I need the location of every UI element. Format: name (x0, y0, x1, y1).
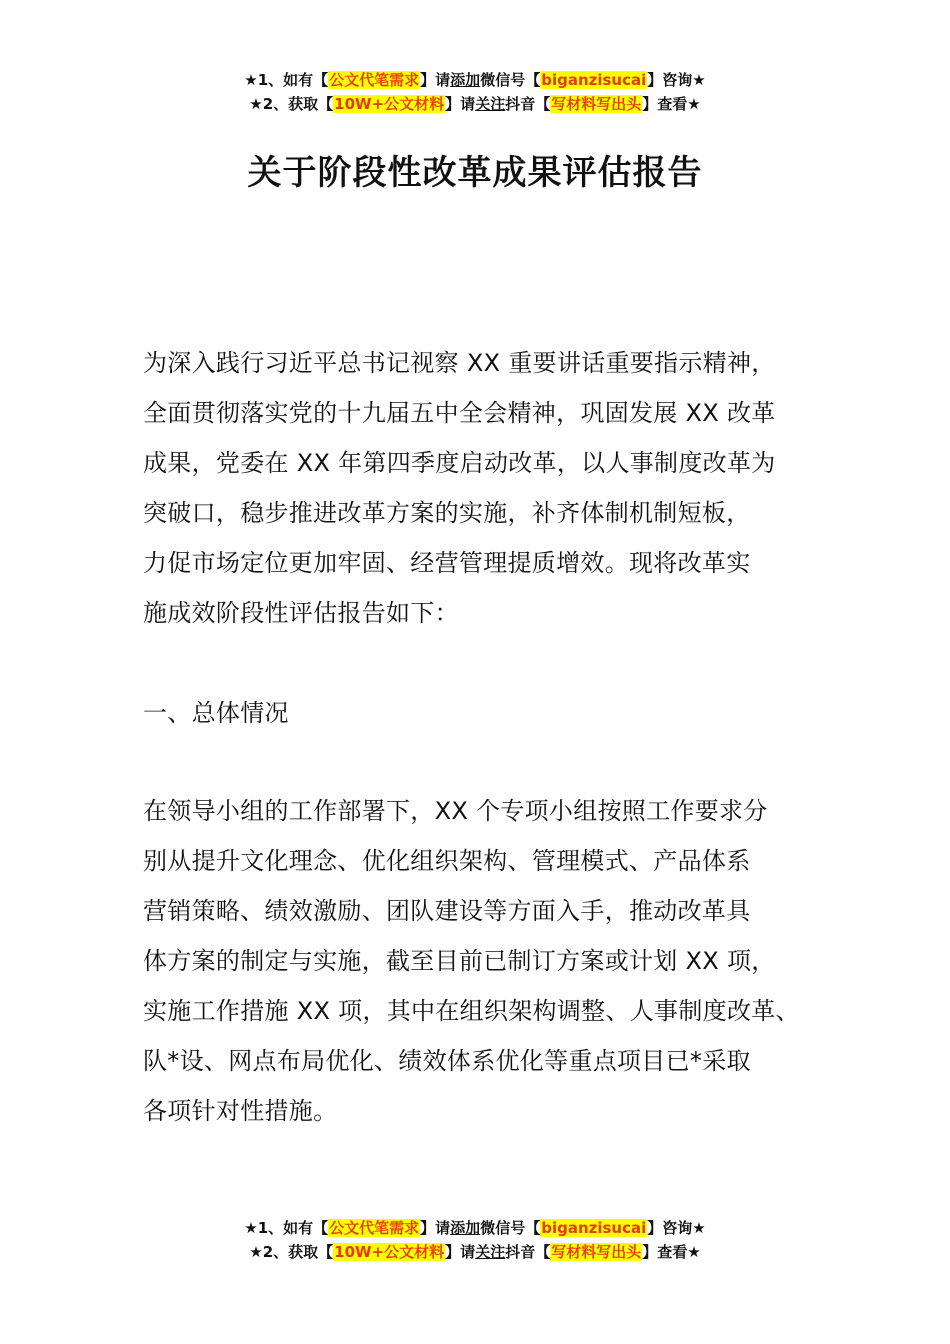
banner-text: 】请 (420, 1219, 451, 1237)
paragraph-line: 体方案的制定与实施，截至目前已制订方案或计划 XX 项， (143, 947, 776, 975)
banner-text: 】咨询 (647, 71, 693, 89)
banner-text: 微信号【 (480, 1219, 541, 1237)
underlined-text: 关注 (475, 1243, 506, 1261)
banner-text: 】查看 (642, 95, 688, 113)
paragraph-line: 为深入践行习近平总书记视察 XX 重要讲话重要指示精神， (143, 349, 776, 377)
paragraph-line: 各项针对性措施。 (143, 1097, 338, 1125)
highlight-materials: 10W+公文材料 (334, 95, 445, 113)
banner-text: 】请 (445, 1243, 476, 1261)
banner-line-1 (0, 1216, 950, 1240)
star-icon: ★ (692, 71, 706, 89)
banner-text: 抖音【 (505, 95, 551, 113)
section-heading: 一、总体情况 (143, 699, 289, 727)
highlight-douyin-account: 写材料写出头 (551, 95, 642, 113)
banner-line-2 (0, 1240, 950, 1264)
banner-text: 1、如有【 (257, 71, 329, 89)
highlight-wechat-id: biganzisucai (541, 1219, 647, 1237)
banner-text: 1、如有【 (257, 1219, 329, 1237)
banner-text: 】请 (420, 71, 451, 89)
highlight-wechat-id: biganzisucai (541, 71, 647, 89)
star-icon: ★ (692, 1219, 706, 1237)
paragraph-line: 营销策略、绩效激励、团队建设等方面入手，推动改革具 (143, 897, 751, 925)
banner-text: 2、获取【 (262, 95, 334, 113)
paragraph-line: 队*设、网点布局优化、绩效体系优化等重点项目已*采取 (143, 1047, 751, 1075)
highlight-service: 公文代笔需求 (329, 1219, 420, 1237)
highlight-service: 公文代笔需求 (329, 71, 420, 89)
highlight-materials: 10W+公文材料 (334, 1243, 445, 1261)
document-title: 关于阶段性改革成果评估报告 (247, 153, 703, 193)
underlined-text: 添加 (450, 1219, 481, 1237)
paragraph-line: 实施工作措施 XX 项，其中在组织架构调整、人事制度改革、 (143, 997, 800, 1025)
banner-line-2 (0, 92, 950, 116)
paragraph-line: 力促市场定位更加牢固、经营管理提质增效。现将改革实 (143, 549, 751, 577)
banner-text: 】咨询 (647, 1219, 693, 1237)
paragraph-line: 在领导小组的工作部署下，XX 个专项小组按照工作要求分 (143, 797, 768, 825)
star-icon: ★ (244, 1219, 258, 1237)
banner-text: 微信号【 (480, 71, 541, 89)
star-icon: ★ (249, 1243, 263, 1261)
paragraph-line: 施成效阶段性评估报告如下： (143, 599, 459, 627)
paragraph-line: 突破口，稳步推进改革方案的实施，补齐体制机制短板， (143, 499, 751, 527)
footer-banner (0, 1216, 950, 1264)
underlined-text: 添加 (450, 71, 481, 89)
banner-line-1 (0, 68, 950, 92)
banner-text: 】查看 (642, 1243, 688, 1261)
star-icon: ★ (687, 1243, 701, 1261)
paragraph-line: 全面贯彻落实党的十九届五中全会精神，巩固发展 XX 改革 (143, 399, 776, 427)
header-banner (0, 68, 950, 116)
paragraph-line: 别从提升文化理念、优化组织架构、管理模式、产品体系 (143, 847, 751, 875)
highlight-douyin-account: 写材料写出头 (551, 1243, 642, 1261)
banner-text: 】请 (445, 95, 476, 113)
star-icon: ★ (249, 95, 263, 113)
intro-paragraph (143, 338, 823, 638)
star-icon: ★ (687, 95, 701, 113)
banner-text: 2、获取【 (262, 1243, 334, 1261)
banner-text: 抖音【 (505, 1243, 551, 1261)
star-icon: ★ (244, 71, 258, 89)
paragraph-line: 成果，党委在 XX 年第四季度启动改革，以人事制度改革为 (143, 449, 776, 477)
underlined-text: 关注 (475, 95, 506, 113)
section1-paragraph (143, 786, 823, 1136)
